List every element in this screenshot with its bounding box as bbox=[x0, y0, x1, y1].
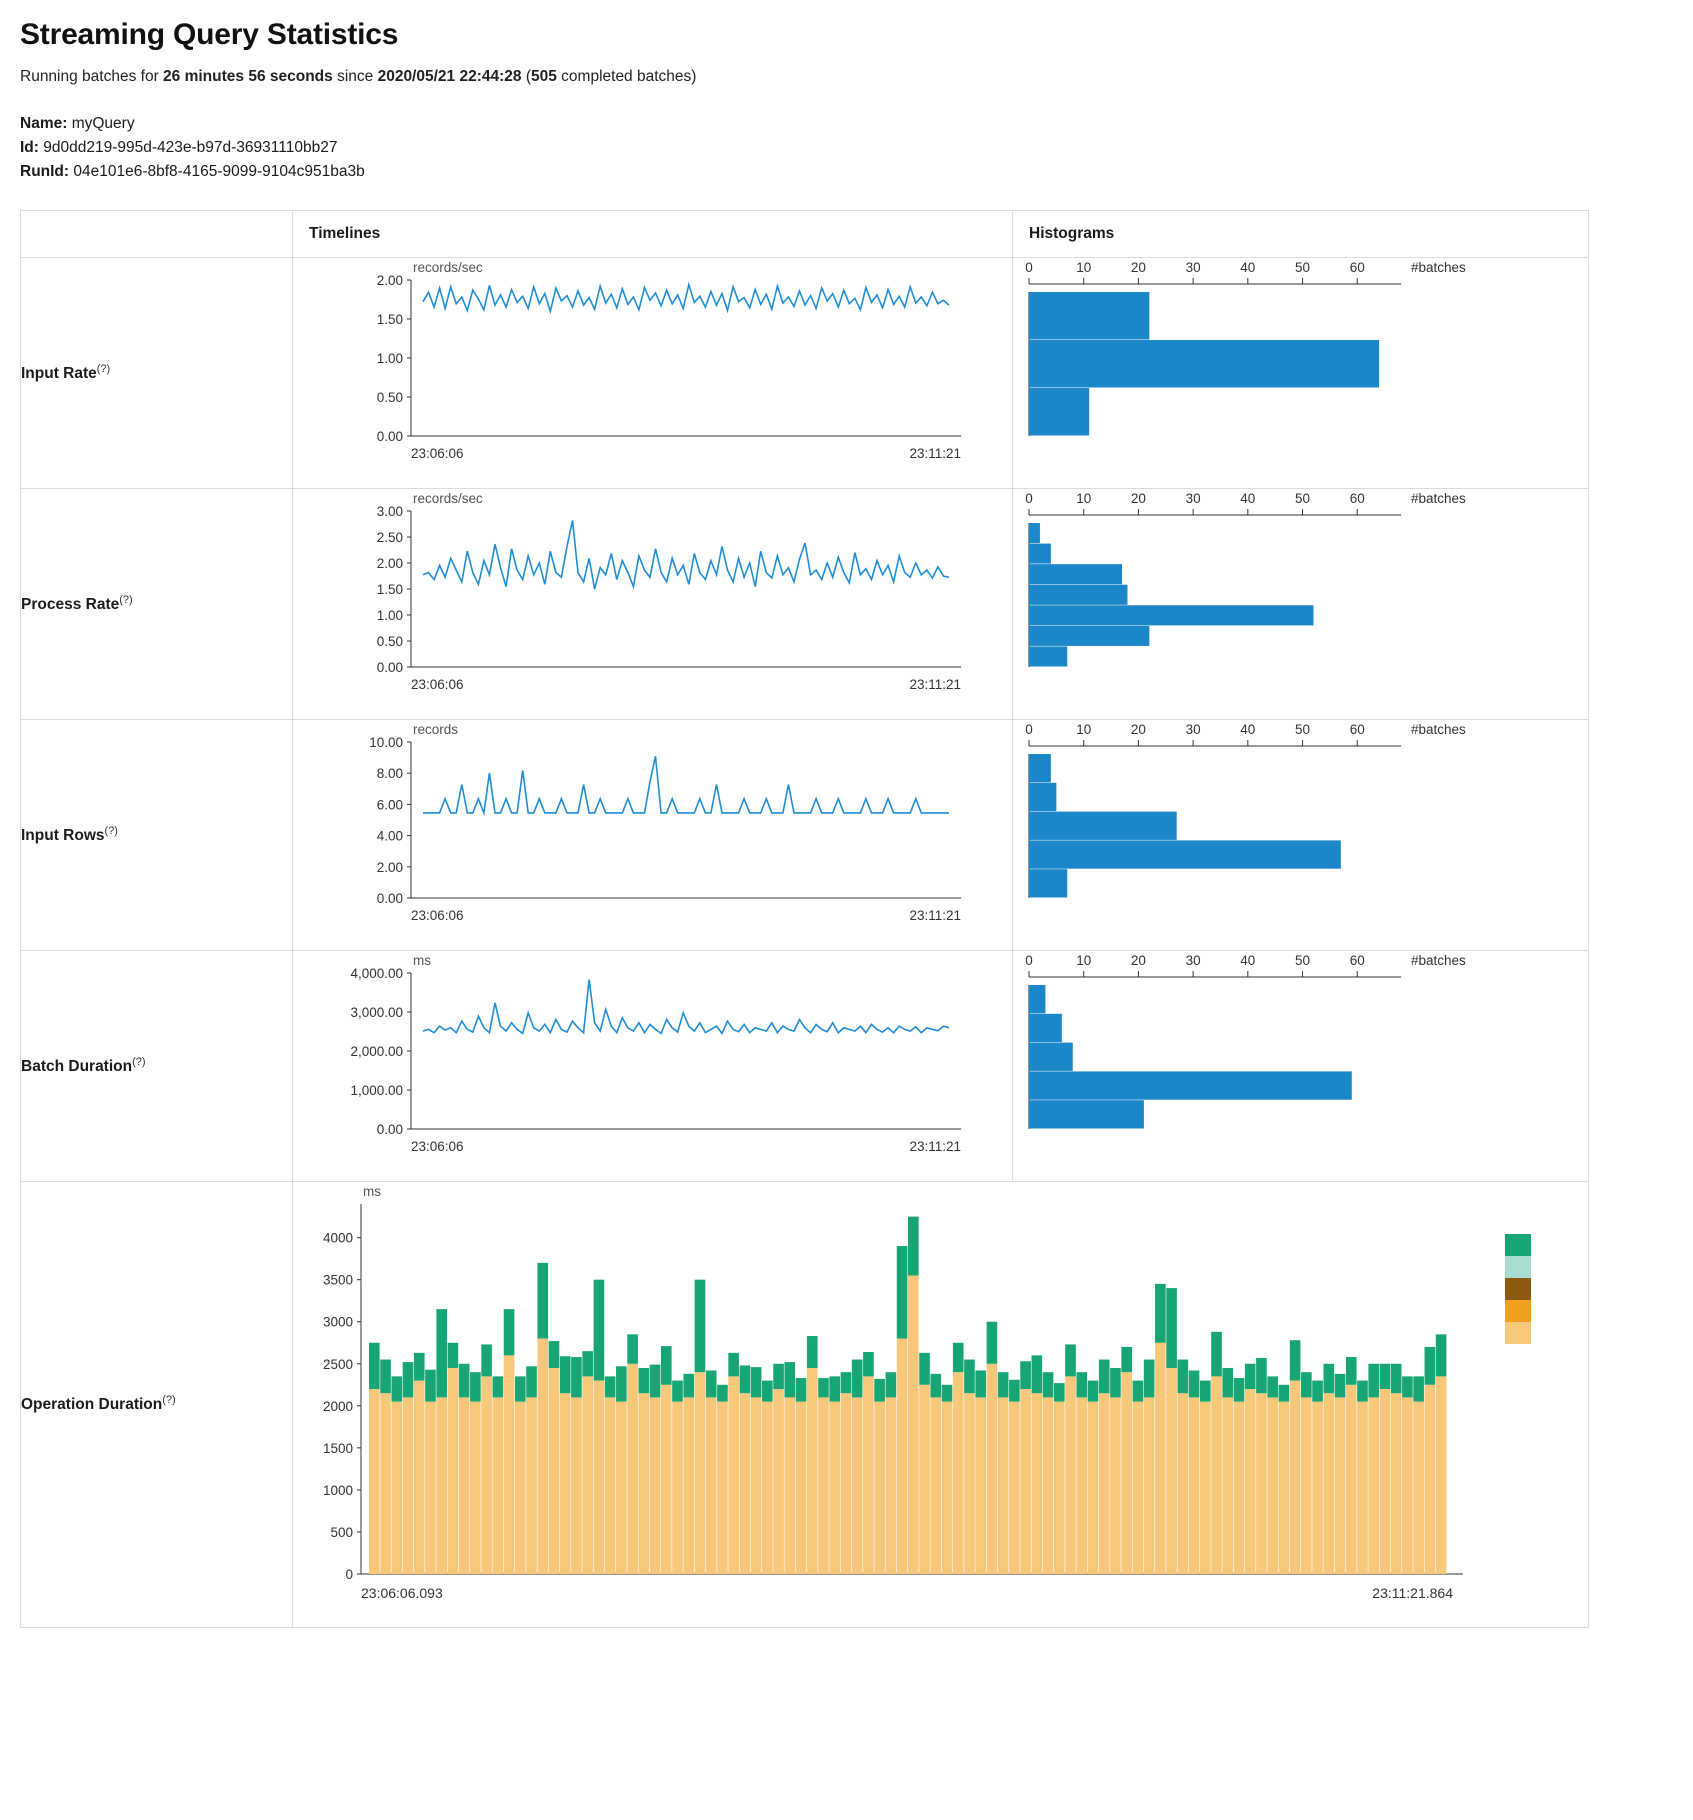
svg-text:23:11:21: 23:11:21 bbox=[909, 677, 961, 693]
svg-text:23:11:21: 23:11:21 bbox=[909, 446, 961, 462]
summary-suffix: completed batches) bbox=[556, 68, 697, 85]
timeline-cell-batch-duration bbox=[293, 951, 1013, 1182]
svg-text:2000: 2000 bbox=[322, 1398, 353, 1414]
svg-text:20: 20 bbox=[1130, 491, 1146, 507]
table-row bbox=[21, 489, 1589, 720]
svg-text:3000: 3000 bbox=[322, 1314, 353, 1330]
svg-text:4.00: 4.00 bbox=[376, 828, 403, 844]
row-label-operation-duration bbox=[21, 1182, 293, 1628]
process-rate-histogram-chart bbox=[1013, 489, 1553, 714]
svg-text:50: 50 bbox=[1295, 722, 1311, 738]
svg-text:40: 40 bbox=[1240, 260, 1256, 276]
svg-text:60: 60 bbox=[1349, 953, 1365, 969]
help-icon[interactable]: (?) bbox=[104, 824, 118, 837]
svg-text:0.00: 0.00 bbox=[376, 429, 403, 445]
table-row bbox=[21, 1182, 1589, 1628]
summary-prefix: Running batches for bbox=[20, 68, 164, 85]
svg-text:0.50: 0.50 bbox=[376, 390, 403, 406]
help-icon[interactable]: (?) bbox=[119, 593, 133, 606]
table-header-row bbox=[21, 211, 1589, 258]
svg-text:23:06:06: 23:06:06 bbox=[411, 677, 464, 693]
svg-text:3.00: 3.00 bbox=[376, 504, 403, 520]
summary-mid: since bbox=[332, 68, 378, 85]
row-label-input-rate bbox=[21, 258, 293, 489]
svg-text:10: 10 bbox=[1076, 491, 1092, 507]
row-label-process-rate bbox=[21, 489, 293, 720]
svg-text:30: 30 bbox=[1185, 260, 1201, 276]
svg-text:4000: 4000 bbox=[322, 1230, 353, 1246]
svg-text:ms: ms bbox=[413, 953, 431, 969]
svg-text:records/sec: records/sec bbox=[413, 491, 483, 507]
svg-text:3500: 3500 bbox=[322, 1272, 353, 1288]
svg-text:50: 50 bbox=[1295, 953, 1311, 969]
row-label-text: Input Rows bbox=[21, 827, 105, 845]
header-histograms: Histograms bbox=[1013, 211, 1589, 258]
help-icon[interactable]: (?) bbox=[162, 1394, 176, 1407]
svg-text:20: 20 bbox=[1130, 260, 1146, 276]
summary-duration: 26 minutes 56 seconds bbox=[163, 68, 333, 85]
svg-text:1500: 1500 bbox=[322, 1440, 353, 1456]
svg-text:6.00: 6.00 bbox=[376, 797, 403, 813]
histogram-cell-batch-duration bbox=[1013, 951, 1589, 1182]
svg-text:23:11:21: 23:11:21 bbox=[909, 1139, 961, 1155]
svg-text:1.50: 1.50 bbox=[376, 582, 403, 598]
svg-text:30: 30 bbox=[1185, 722, 1201, 738]
statistics-table bbox=[20, 210, 1589, 1628]
svg-text:10: 10 bbox=[1076, 722, 1092, 738]
summary-open-paren: ( bbox=[521, 68, 531, 85]
svg-text:60: 60 bbox=[1349, 722, 1365, 738]
svg-text:23:06:06.093: 23:06:06.093 bbox=[361, 1585, 443, 1602]
svg-text:0.50: 0.50 bbox=[376, 634, 403, 650]
svg-text:8.00: 8.00 bbox=[376, 766, 403, 782]
svg-text:0.00: 0.00 bbox=[376, 660, 403, 676]
svg-text:23:06:06: 23:06:06 bbox=[411, 908, 464, 924]
row-label-text: Operation Duration bbox=[21, 1396, 163, 1414]
svg-text:2,000.00: 2,000.00 bbox=[350, 1044, 403, 1060]
svg-text:4,000.00: 4,000.00 bbox=[350, 966, 403, 982]
svg-text:#batches: #batches bbox=[1411, 491, 1466, 507]
meta-row-runid bbox=[20, 160, 1673, 184]
svg-text:#batches: #batches bbox=[1411, 953, 1466, 969]
meta-label-name: Name: bbox=[20, 115, 68, 132]
svg-text:3,000.00: 3,000.00 bbox=[350, 1005, 403, 1021]
process-rate-timeline-chart bbox=[293, 489, 983, 714]
running-batches-summary bbox=[20, 68, 1673, 86]
svg-text:20: 20 bbox=[1130, 953, 1146, 969]
meta-value-name: myQuery bbox=[71, 115, 135, 132]
header-blank bbox=[21, 211, 293, 258]
svg-text:2500: 2500 bbox=[322, 1356, 353, 1372]
timeline-cell-input-rate bbox=[293, 258, 1013, 489]
svg-text:1.00: 1.00 bbox=[376, 608, 403, 624]
row-label-text: Batch Duration bbox=[21, 1058, 133, 1076]
svg-text:#batches: #batches bbox=[1411, 722, 1466, 738]
query-metadata bbox=[20, 112, 1673, 184]
help-icon[interactable]: (?) bbox=[96, 362, 111, 375]
svg-text:23:11:21.864: 23:11:21.864 bbox=[1372, 1585, 1453, 1602]
histogram-cell-input-rows bbox=[1013, 720, 1589, 951]
svg-text:records/sec: records/sec bbox=[413, 260, 483, 276]
row-label-batch-duration bbox=[21, 951, 293, 1182]
svg-text:500: 500 bbox=[330, 1525, 353, 1541]
batch-duration-timeline-chart bbox=[293, 951, 983, 1176]
summary-batch-count: 505 bbox=[530, 68, 557, 85]
svg-text:1.50: 1.50 bbox=[376, 312, 403, 328]
summary-start-time: 2020/05/21 22:44:28 bbox=[377, 68, 522, 85]
svg-text:60: 60 bbox=[1349, 260, 1365, 276]
svg-text:records: records bbox=[413, 722, 459, 738]
svg-text:1,000.00: 1,000.00 bbox=[350, 1083, 403, 1099]
operation-duration-cell bbox=[293, 1182, 1589, 1628]
svg-text:30: 30 bbox=[1185, 953, 1201, 969]
histogram-cell-process-rate bbox=[1013, 489, 1589, 720]
svg-text:0.00: 0.00 bbox=[376, 891, 403, 907]
svg-text:0: 0 bbox=[1025, 260, 1033, 276]
svg-text:2.00: 2.00 bbox=[376, 556, 403, 572]
svg-text:60: 60 bbox=[1349, 491, 1365, 507]
svg-text:40: 40 bbox=[1240, 491, 1256, 507]
batch-duration-histogram-chart bbox=[1013, 951, 1553, 1176]
meta-label-id: Id: bbox=[20, 139, 39, 157]
table-row bbox=[21, 720, 1589, 951]
svg-text:23:06:06: 23:06:06 bbox=[411, 1139, 464, 1155]
meta-value-id: 9d0dd219-995d-423e-b97d-36931110bb27 bbox=[43, 139, 338, 157]
svg-text:23:11:21: 23:11:21 bbox=[909, 908, 961, 924]
svg-text:23:06:06: 23:06:06 bbox=[411, 446, 464, 462]
table-row bbox=[21, 258, 1589, 489]
meta-row-id bbox=[20, 136, 1673, 160]
input-rate-timeline-chart bbox=[293, 258, 983, 483]
svg-text:#batches: #batches bbox=[1411, 260, 1466, 276]
timeline-cell-process-rate bbox=[293, 489, 1013, 720]
table-row bbox=[21, 951, 1589, 1182]
svg-text:1.00: 1.00 bbox=[376, 351, 403, 367]
operation-duration-chart bbox=[293, 1182, 1583, 1622]
input-rows-timeline-chart bbox=[293, 720, 983, 945]
meta-label-runid: RunId: bbox=[20, 163, 70, 181]
input-rows-histogram-chart bbox=[1013, 720, 1553, 945]
svg-text:20: 20 bbox=[1130, 722, 1146, 738]
svg-text:ms: ms bbox=[363, 1184, 381, 1200]
svg-text:10: 10 bbox=[1076, 953, 1092, 969]
svg-text:0: 0 bbox=[1025, 953, 1033, 969]
svg-text:40: 40 bbox=[1240, 953, 1256, 969]
svg-text:10: 10 bbox=[1076, 260, 1092, 276]
row-label-text: Input Rate bbox=[21, 365, 97, 383]
svg-text:2.00: 2.00 bbox=[376, 859, 403, 875]
svg-text:0: 0 bbox=[345, 1567, 353, 1583]
timeline-cell-input-rows bbox=[293, 720, 1013, 951]
svg-text:40: 40 bbox=[1240, 722, 1256, 738]
page-title: Streaming Query Statistics bbox=[20, 18, 399, 51]
meta-row-name bbox=[20, 112, 1673, 136]
input-rate-histogram-chart bbox=[1013, 258, 1553, 483]
svg-text:0.00: 0.00 bbox=[376, 1122, 403, 1138]
help-icon[interactable]: (?) bbox=[132, 1055, 146, 1068]
svg-text:2.50: 2.50 bbox=[376, 530, 403, 546]
svg-text:10.00: 10.00 bbox=[369, 735, 403, 751]
svg-text:0: 0 bbox=[1025, 722, 1033, 738]
histogram-cell-input-rate bbox=[1013, 258, 1589, 489]
svg-text:1000: 1000 bbox=[322, 1482, 353, 1498]
header-timelines: Timelines bbox=[293, 211, 1013, 258]
svg-text:30: 30 bbox=[1185, 491, 1201, 507]
meta-value-runid: 04e101e6-8bf8-4165-9099-9104c951ba3b bbox=[73, 163, 365, 181]
row-label-input-rows bbox=[21, 720, 293, 951]
svg-text:2.00: 2.00 bbox=[376, 273, 403, 289]
svg-text:50: 50 bbox=[1295, 491, 1311, 507]
svg-text:0: 0 bbox=[1025, 491, 1033, 507]
svg-text:50: 50 bbox=[1295, 260, 1311, 276]
row-label-text: Process Rate bbox=[21, 596, 120, 614]
